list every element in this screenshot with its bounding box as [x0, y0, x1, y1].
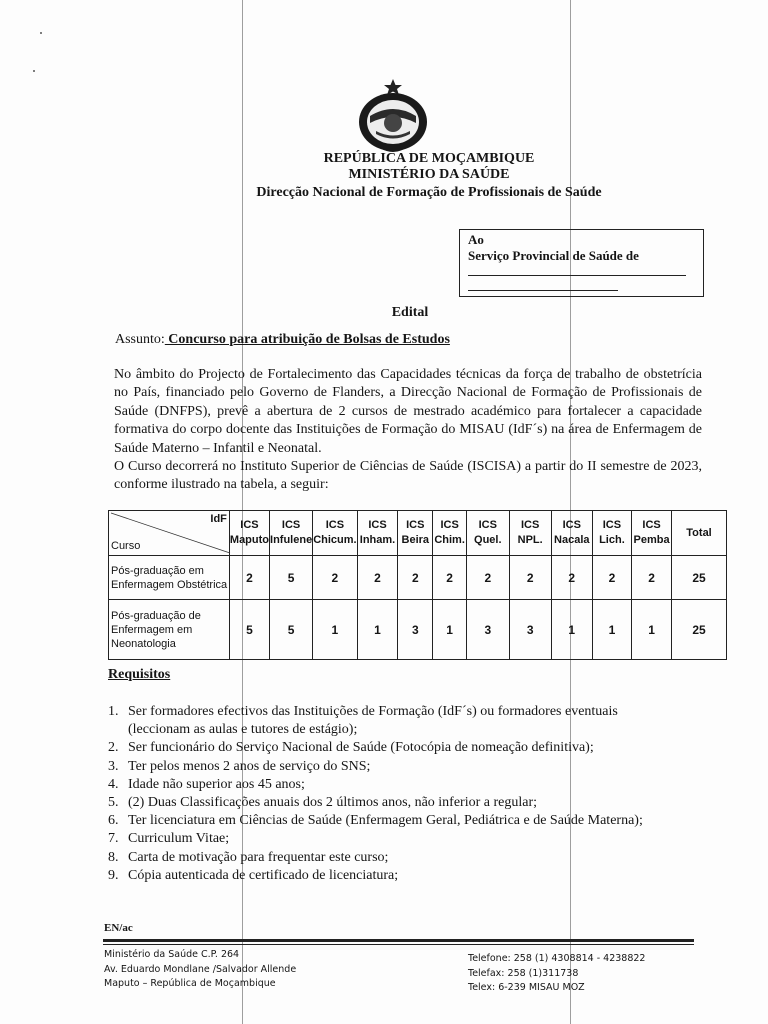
body-text [114, 366, 702, 495]
footer-contacts [468, 952, 645, 996]
table-cell: 2 [357, 556, 398, 600]
table-cell: 5 [229, 600, 269, 660]
table-cell: 1 [551, 600, 592, 660]
list-item: 6. Ter licenciatura em Ciências de Saúde (Enfermagem Geral, Pediátrica e de Saúde Materna); [108, 813, 643, 829]
table-cell: 2 [229, 556, 269, 600]
scan-speck [33, 70, 35, 72]
list-item: 7. Curriculum Vitae; [108, 831, 230, 847]
footer-address [104, 948, 296, 992]
column-header: ICS Maputo [229, 511, 269, 556]
column-header: ICS Chicum. [313, 511, 357, 556]
table-cell-total: 25 [672, 556, 727, 600]
column-header-total: Total [672, 511, 727, 556]
list-item: 5. (2) Duas Classificações anuais dos 2 últimos anos, não inferior a regular; [108, 795, 538, 811]
column-header: ICS Lich. [592, 511, 631, 556]
table-cell: 2 [551, 556, 592, 600]
table-cell: 3 [398, 600, 433, 660]
requirements-title: Requisitos [108, 667, 171, 682]
corner-course-label: Curso [111, 540, 141, 552]
national-emblem-icon [354, 76, 432, 154]
list-item: 8. Carta de motivação para frequentar este curso; [108, 849, 389, 865]
requirements-list [108, 703, 708, 885]
addressee-box [459, 229, 704, 297]
footer-telex: Telex: 6-239 MISAU MOZ [468, 982, 585, 993]
list-item: 3. Ter pelos menos 2 anos de serviço do SNS; [108, 758, 371, 774]
table-cell: 1 [632, 600, 672, 660]
column-header: ICS Chim. [433, 511, 467, 556]
table-cell: 2 [433, 556, 467, 600]
table-row [109, 600, 727, 660]
table-cell: 2 [632, 556, 672, 600]
table-cell-total: 25 [672, 600, 727, 660]
table-cell: 5 [270, 556, 313, 600]
addressee-blank-line-2 [468, 290, 618, 291]
subject-line [115, 332, 450, 348]
table-cell: 1 [357, 600, 398, 660]
footer-address-line: Av. Eduardo Mondlane /Salvador Allende [104, 963, 297, 975]
footer-phone: Telefone: 258 (1) 4308814 - 4238822 [468, 953, 646, 964]
list-item: 9. Cópia autenticada de certificado de licenciatura; [108, 867, 399, 883]
table-cell: 2 [467, 556, 509, 600]
document-title: Edital [391, 305, 429, 320]
table-cell: 2 [509, 556, 551, 600]
table-cell: 1 [433, 600, 467, 660]
body-paragraph-2: O Curso decorrerá no Instituto Superior de Ciências de Saúde (ISCISA) a partir do II semestre de 2023, conforme ilustrado na tabela, a seguir: [114, 459, 702, 493]
subject-text: Concurso para atribuição de Bolsas de Estudos [164, 332, 450, 347]
footer-divider-thin [103, 944, 694, 945]
table-corner-cell [109, 511, 230, 556]
column-header: ICS Quel. [467, 511, 509, 556]
course-name: Pós-graduação de Enfermagem em Neonatologia [109, 600, 230, 660]
column-header: ICS Nacala [551, 511, 592, 556]
column-header: ICS NPL. [509, 511, 551, 556]
addressee-line1: Ao [468, 232, 484, 247]
column-header: ICS Beira [398, 511, 433, 556]
subject-label: Assunto: [115, 332, 165, 347]
table-cell: 3 [467, 600, 509, 660]
column-header: ICS Inham. [357, 511, 398, 556]
corner-idf-label: IdF [210, 513, 227, 525]
column-header: ICS Pemba [632, 511, 672, 556]
table-cell: 1 [313, 600, 357, 660]
header-directorate: Direcção Nacional de Formação de Profissionais de Saúde [256, 185, 602, 200]
table-cell: 3 [509, 600, 551, 660]
addressee-blank-line-1 [468, 275, 686, 276]
list-item: 4. Idade não superior aos 45 anos; [108, 776, 305, 792]
table-cell: 2 [592, 556, 631, 600]
body-paragraph-1: No âmbito do Projecto de Fortalecimento das Capacidades técnicas da força de trabalho de obstetrícia no País, financiado pelo Governo de Flanders, a Direcção Nacional de Formação de Profissionais de Saúde (DNFPS), prevê a abertura de 2 cursos de mestrado académico para fortalecer a capacidade formativa do corpo docente das Instituições de Formação do MISAU (IdF´s) na área de Enfermagem de Saúde Materno – Infantil e Neonatal. [114, 367, 702, 456]
addressee-line2: Serviço Provincial de Saúde de [468, 248, 639, 263]
table-cell: 1 [592, 600, 631, 660]
footer-address-line: Maputo – República de Moçambique [104, 978, 276, 989]
list-item: 2. Ser funcionário do Serviço Nacional de Saúde (Fotocópia de nomeação definitiva); [108, 740, 594, 756]
list-item: 1. Ser formadores efectivos das Instituições de Formação (IdF´s) ou formadores eventuais (leccionam as aulas e tutores de estágio); [108, 704, 618, 738]
header-ministry: MINISTÉRIO DA SAÚDE [348, 167, 510, 182]
footer-address-line: Ministério da Saúde C.P. 264 [104, 949, 240, 960]
header-republic: REPÚBLICA DE MOÇAMBIQUE [323, 151, 535, 166]
table-row [109, 556, 727, 600]
footer-fax: Telefax: 258 (1)311738 [468, 967, 579, 979]
table-cell: 2 [398, 556, 433, 600]
course-name: Pós-graduação em Enfermagem Obstétrica [109, 556, 230, 600]
table-header-row [109, 511, 727, 556]
table-cell: 5 [270, 600, 313, 660]
column-header: ICS Infulene [270, 511, 313, 556]
footer-divider [103, 939, 694, 942]
table-cell: 2 [313, 556, 357, 600]
scan-speck [40, 32, 42, 34]
footer-initials: EN/ac [104, 922, 133, 934]
vacancy-table [108, 510, 727, 660]
